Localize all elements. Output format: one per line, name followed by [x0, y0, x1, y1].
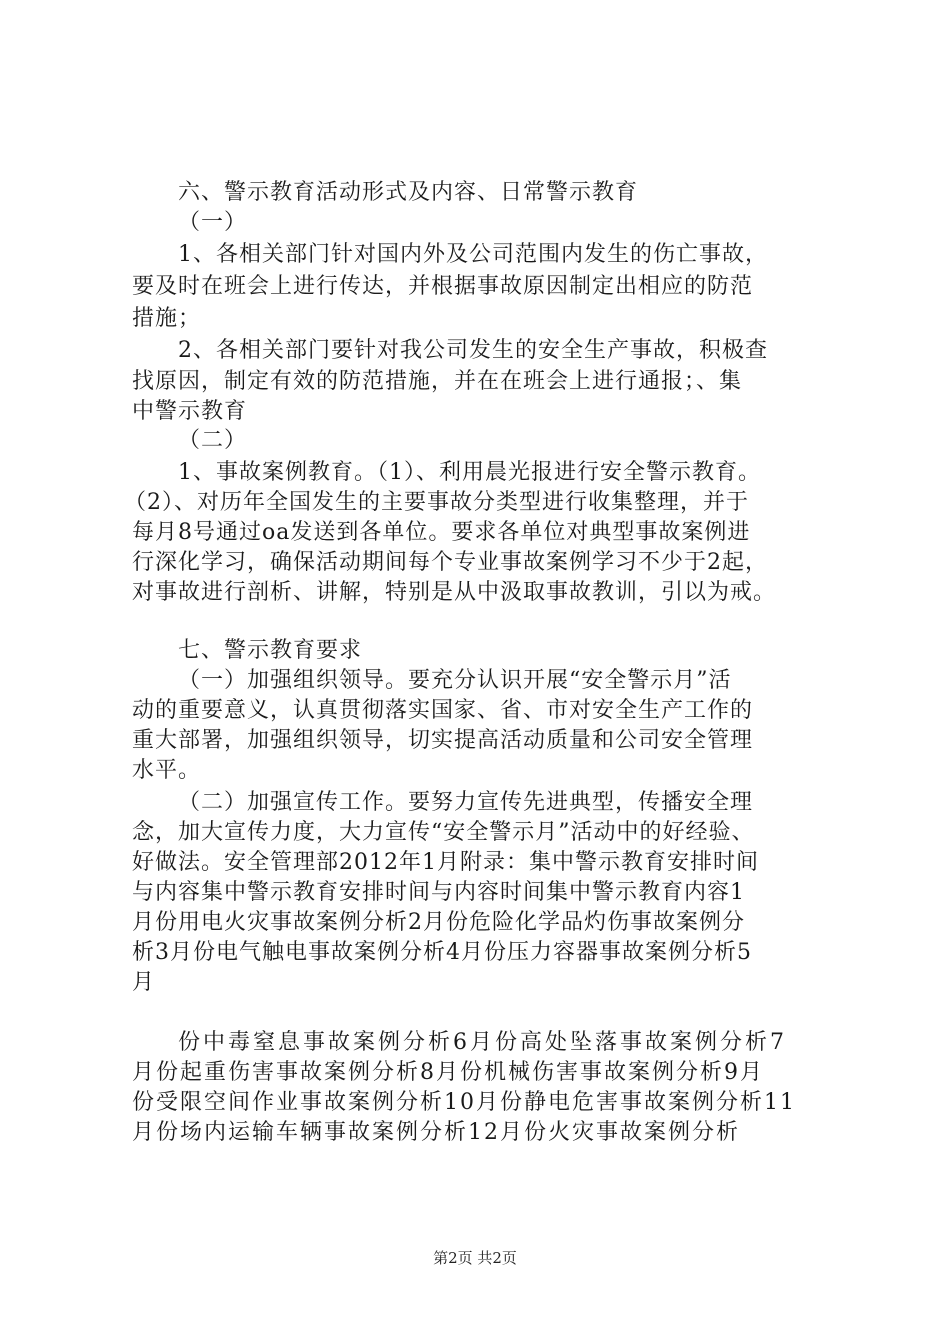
paragraph-line: 月份场内运输车辆事故案例分析12月份火灾事故案例分析 [132, 1120, 740, 1145]
paragraph-line: 中警示教育 [132, 399, 248, 424]
paragraph-line: 1、各相关部门针对国内外及公司范围内发生的伤亡事故， [178, 242, 768, 267]
paragraph-line: 对事故进行剖析、讲解，特别是从中汲取事故教训，引以为戒。 [132, 580, 777, 605]
paragraph-line: 动的重要意义，认真贯彻落实国家、省、市对安全生产工作的 [132, 698, 754, 723]
section-heading-7: 七、警示教育要求 [178, 638, 363, 663]
paragraph-line: （一）加强组织领导。要充分认识开展“安全警示月”活 [178, 668, 732, 693]
paragraph-line: （2）、对历年全国发生的主要事故分类型进行收集整理，并于 [124, 490, 749, 515]
paragraph-line: 要及时在班会上进行传达，并根据事故原因制定出相应的防范 [132, 274, 754, 299]
paragraph-line: 念，加大宣传力度，大力宣传“安全警示月”活动中的好经验、 [132, 820, 755, 845]
subsection-label-1: （一） [178, 210, 248, 235]
paragraph-line: 析3月份电气触电事故案例分析4月份压力容器事故案例分析5 [132, 940, 752, 965]
paragraph-line: 份受限空间作业事故案例分析10月份静电危害事故案例分析11 [132, 1090, 796, 1115]
paragraph-line: （二）加强宣传工作。要努力宣传先进典型，传播安全理 [178, 790, 754, 815]
paragraph-line: 月 [132, 970, 156, 995]
paragraph-line: 月份用电火灾事故案例分析2月份危险化学品灼伤事故案例分 [132, 910, 745, 935]
paragraph-line: 行深化学习，确保活动期间每个专业事故案例学习不少于2起， [132, 550, 768, 575]
paragraph-line: 每月8号通过oa发送到各单位。要求各单位对典型事故案例进 [132, 520, 751, 545]
paragraph-line: 2、各相关部门要针对我公司发生的安全生产事故，积极查 [178, 338, 768, 363]
paragraph-line: 月份起重伤害事故案例分析8月份机械伤害事故案例分析9月 [132, 1060, 764, 1085]
paragraph-line: 措施； [132, 306, 202, 331]
paragraph-line: 与内容集中警示教育安排时间与内容时间集中警示教育内容1 [132, 880, 745, 905]
paragraph-line: 水平。 [132, 758, 202, 783]
paragraph-line: 找原因，制定有效的防范措施，并在在班会上进行通报；、集 [132, 369, 743, 394]
subsection-label-2: （二） [178, 428, 248, 453]
paragraph-line: 好做法。安全管理部2012年1月附录：集中警示教育安排时间 [132, 850, 759, 875]
page-number-footer: 第2页 共2页 [433, 1249, 517, 1267]
paragraph-line: 1、事故案例教育。（1）、利用晨光报进行安全警示教育。 [178, 460, 761, 485]
paragraph-line: 份中毒窒息事故案例分析6月份高处坠落事故案例分析7 [178, 1030, 787, 1055]
paragraph-line: 重大部署，加强组织领导，切实提高活动质量和公司安全管理 [132, 728, 754, 753]
section-heading-6: 六、警示教育活动形式及内容、日常警示教育 [178, 180, 639, 205]
